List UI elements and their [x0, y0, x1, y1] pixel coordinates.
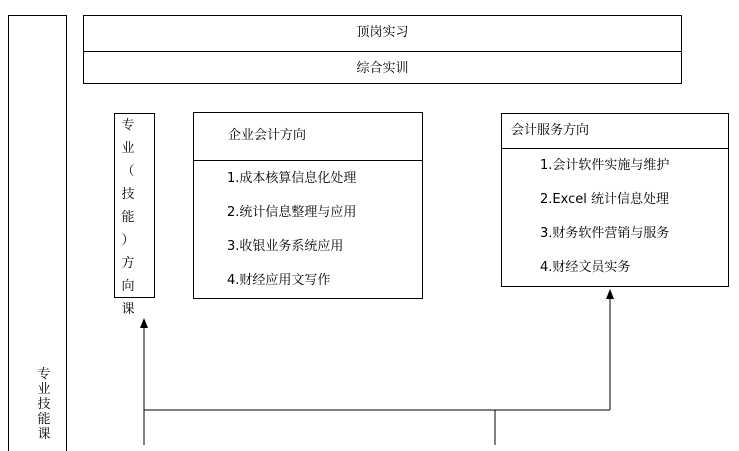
top-bar-row1: 顶岗实习: [356, 25, 409, 40]
direction-course-char: 向: [121, 279, 135, 294]
enterprise-item-2: 2.统计信息整理与应用: [227, 205, 357, 220]
enterprise-item-4: 4.财经应用文写作: [227, 273, 331, 288]
left-column-char: 业: [37, 382, 51, 397]
direction-course-char: 方: [121, 256, 135, 271]
accounting-services-title: 会计服务方向: [511, 123, 590, 138]
direction-course-char: ）: [121, 233, 135, 248]
direction-course-char: 技: [121, 187, 135, 202]
arrowhead-right: [606, 289, 614, 299]
services-item-2: 2.Excel 统计信息处理: [540, 192, 669, 207]
direction-course-char: 专: [121, 118, 135, 133]
services-item-1: 1.会计软件实施与维护: [540, 158, 670, 173]
top-bar-row2: 综合实训: [356, 61, 409, 76]
left-column-char: 能: [37, 412, 51, 427]
left-column-char: 技: [37, 397, 51, 412]
left-column-char: 专: [37, 367, 51, 382]
direction-course-char: 业: [121, 141, 135, 156]
services-item-3: 3.财务软件营销与服务: [540, 226, 670, 241]
left-column-char: 课: [37, 427, 51, 442]
direction-course-char: 课: [121, 302, 135, 317]
enterprise-item-3: 3.收银业务系统应用: [227, 239, 344, 254]
enterprise-item-1: 1.成本核算信息化处理: [227, 171, 357, 186]
direction-course-char: 能: [121, 210, 135, 225]
direction-course-char: （: [121, 164, 135, 179]
enterprise-accounting-title: 企业会计方向: [228, 128, 307, 143]
arrowhead-left: [140, 318, 148, 328]
services-item-4: 4.财经文员实务: [540, 260, 631, 275]
